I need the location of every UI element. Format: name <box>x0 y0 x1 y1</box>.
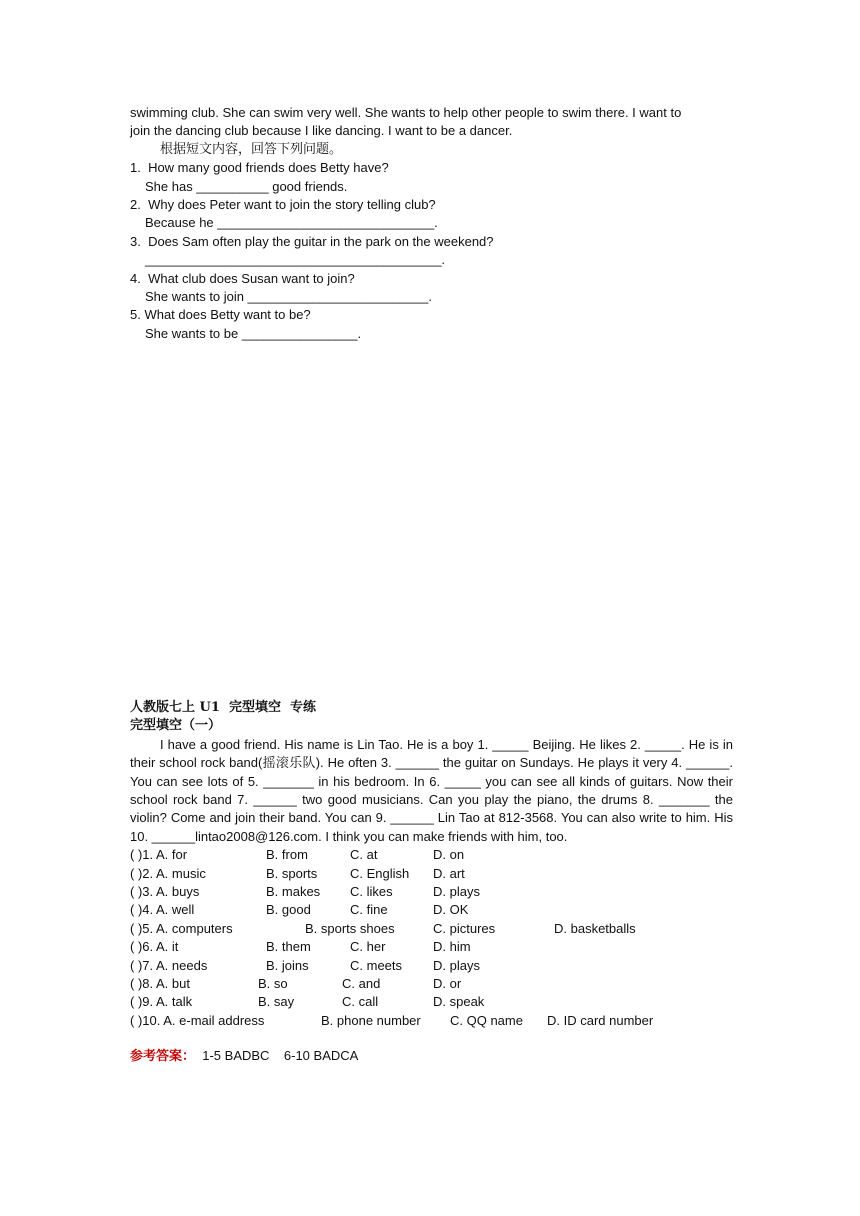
answer-line-3: _________________________________________. <box>145 252 446 268</box>
option-row <box>130 938 733 956</box>
option-d: D. plays <box>433 957 480 973</box>
option-c: C. and <box>342 975 381 991</box>
option-d: D. on <box>433 847 465 863</box>
option-c: C. pictures <box>433 920 496 936</box>
passage-line: join the dancing club because I like dancing. I want to be a dancer. <box>130 123 513 139</box>
option-b: B. sports <box>266 865 318 881</box>
option-d: D. him <box>433 939 471 955</box>
option-a: ( )1. A. for <box>130 847 188 863</box>
section-title: 人教版七上 U1 完型填空 专练 <box>130 700 317 715</box>
option-a: ( )9. A. talk <box>130 994 193 1010</box>
option-b: B. them <box>266 939 311 955</box>
option-row <box>130 883 733 901</box>
answer-line-4: She wants to join _________________________. <box>145 289 432 305</box>
answer-line-5: She wants to be ________________. <box>145 325 362 341</box>
option-c: C. her <box>350 939 386 955</box>
question-5: 5. What does Betty want to be? <box>130 307 311 323</box>
reading-questions-section <box>130 104 733 343</box>
option-b: B. good <box>266 902 311 918</box>
option-b: B. say <box>258 994 295 1010</box>
option-d: D. or <box>433 975 462 991</box>
option-row <box>130 957 733 975</box>
option-row <box>130 920 733 938</box>
option-c: C. meets <box>350 957 403 973</box>
option-a: ( )8. A. but <box>130 975 190 991</box>
option-row <box>130 846 733 864</box>
option-c: C. English <box>350 865 410 881</box>
option-c: C. at <box>350 847 378 863</box>
option-b: B. sports shoes <box>305 920 395 936</box>
option-c: C. QQ name <box>450 1012 523 1028</box>
option-b: B. so <box>258 975 288 991</box>
option-a: ( )7. A. needs <box>130 957 208 973</box>
cloze-section <box>130 699 733 1067</box>
option-d: D. ID card number <box>547 1012 654 1028</box>
question-1: 1. How many good friends does Betty have? <box>130 160 389 176</box>
option-b: B. phone number <box>321 1012 421 1028</box>
option-row <box>130 1012 733 1030</box>
options-list <box>130 846 733 1030</box>
answer-key-text: 1-5 BADBC 6-10 BADCA <box>202 1048 359 1064</box>
option-a: ( )5. A. computers <box>130 920 233 936</box>
question-4: 4. What club does Susan want to join? <box>130 270 355 286</box>
option-c: C. call <box>342 994 379 1010</box>
cloze-passage <box>130 736 733 846</box>
option-a: ( )3. A. buys <box>130 884 200 900</box>
instruction: 根据短文内容，回答下列问题。 <box>160 141 343 157</box>
option-b: B. from <box>266 847 308 863</box>
option-d: D. art <box>433 865 465 881</box>
cloze-passage-text: I have a good friend. His name is Lin Tao. He is a boy 1. _____ Beijing. He likes 2. _____. He is in their school rock band(摇滚乐队). He often 3. ______ the guitar on Sundays. He plays it very 4. ______. You can see lots of 5. _______ in his bedroom. In 6. _____ you can see all kinds of guitars. Now their school rock band 7. ______ two good musicians. Can you play the piano, the drums 8. _______ the violin? Come and join their band. You can 9. ______ Lin Tao at 812-3568. You can also write to him. His 10. ______lintao2008@126.com. I think you can make friends with him, too. <box>130 736 733 844</box>
answer-key <box>130 1047 733 1066</box>
option-b: B. joins <box>266 957 309 973</box>
option-c: C. likes <box>350 884 393 900</box>
option-d: D. basketballs <box>554 920 636 936</box>
option-row <box>130 901 733 919</box>
option-d: D. plays <box>433 884 480 900</box>
option-a: ( )2. A. music <box>130 865 206 881</box>
option-a: ( )6. A. it <box>130 939 179 955</box>
option-d: D. speak <box>433 994 485 1010</box>
option-row <box>130 865 733 883</box>
option-d: D. OK <box>433 902 469 918</box>
answer-line-2: Because he ______________________________. <box>145 215 438 231</box>
passage-line: swimming club. She can swim very well. She wants to help other people to swim there. I want to <box>130 105 682 120</box>
answer-line-1: She has __________ good friends. <box>145 178 348 194</box>
section-subtitle: 完型填空（一） <box>130 718 222 734</box>
question-2: 2. Why does Peter want to join the story telling club? <box>130 197 436 213</box>
option-row <box>130 993 733 1011</box>
option-b: B. makes <box>266 884 321 900</box>
option-a: ( )4. A. well <box>130 902 195 918</box>
question-3: 3. Does Sam often play the guitar in the park on the weekend? <box>130 233 494 249</box>
answer-key-label: 参考答案： <box>130 1049 196 1065</box>
option-row <box>130 975 733 993</box>
option-c: C. fine <box>350 902 388 918</box>
option-a: ( )10. A. e-mail address <box>130 1012 265 1028</box>
